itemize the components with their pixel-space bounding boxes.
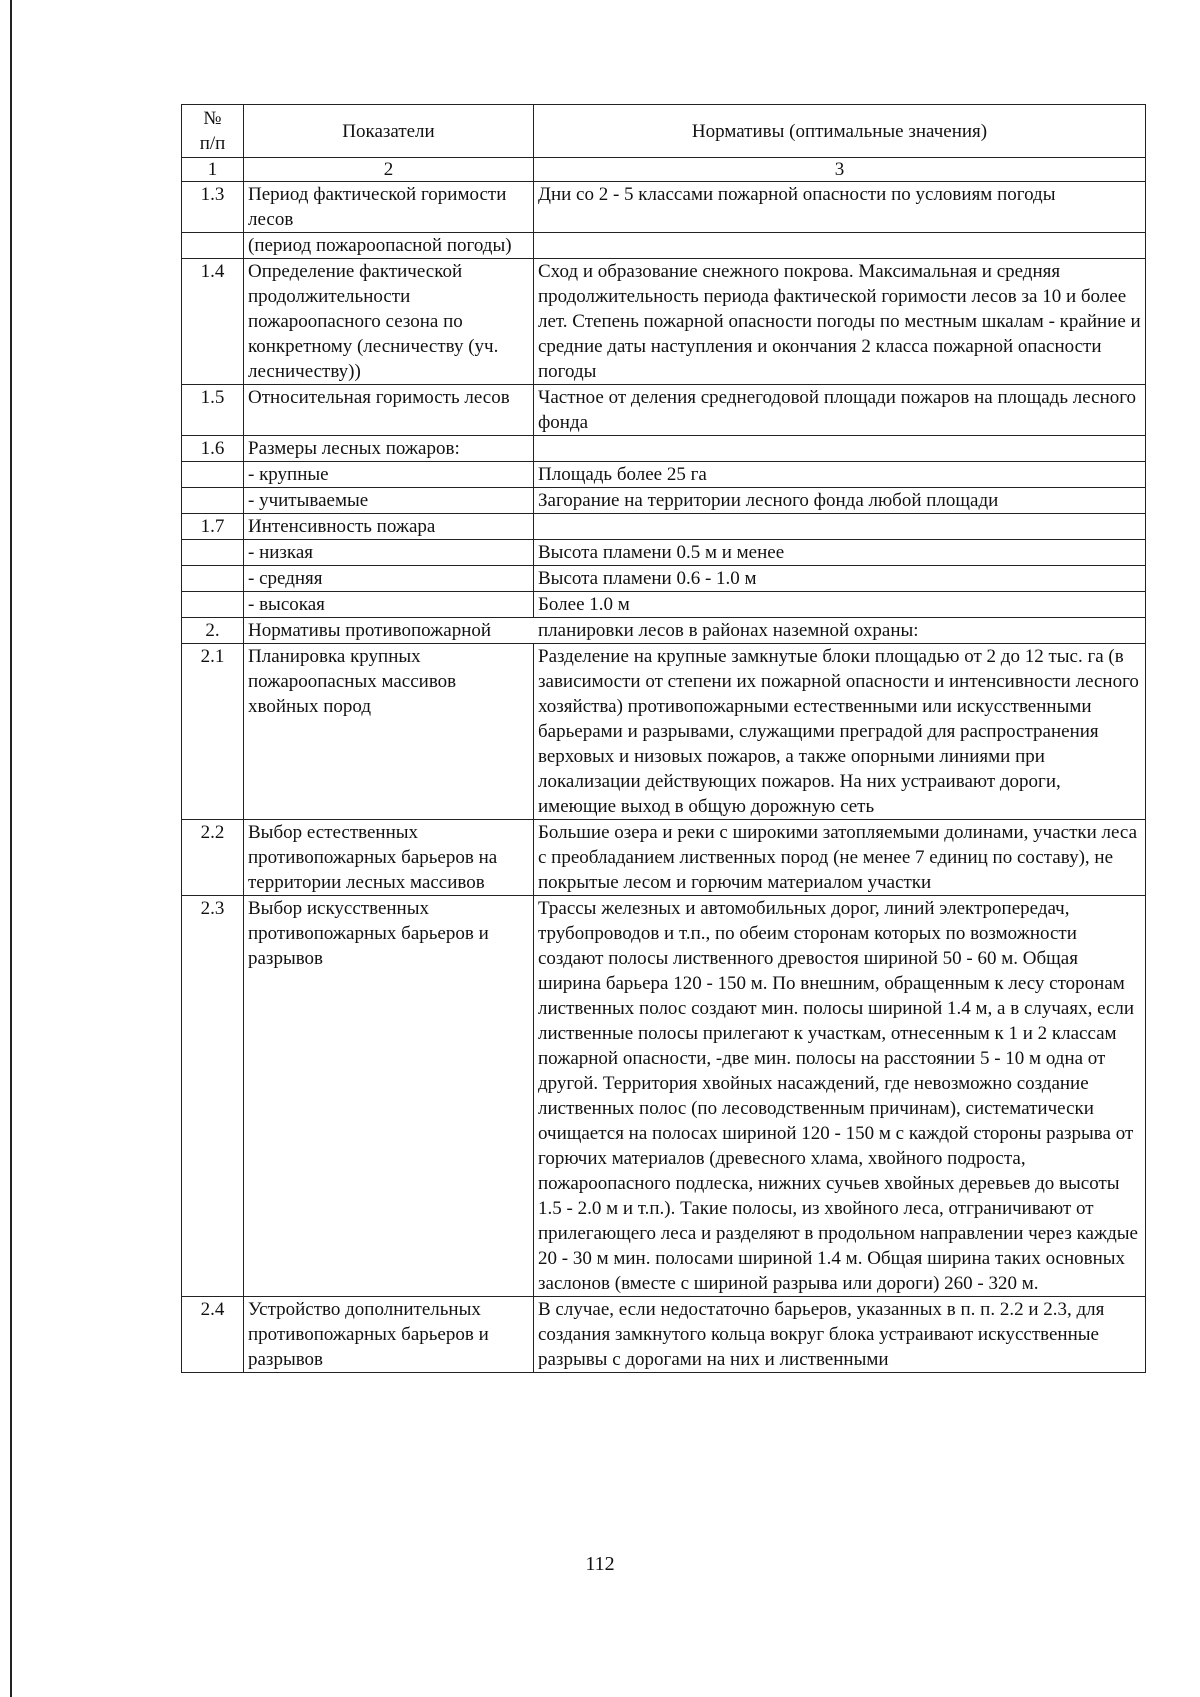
row-num <box>182 233 244 259</box>
row-norm <box>534 514 1146 540</box>
row-indicator: - средняя <box>244 566 534 592</box>
row-num: 1.4 <box>182 259 244 385</box>
row-num: 1.5 <box>182 385 244 436</box>
row-indicator: Размеры лесных пожаров: <box>244 436 534 462</box>
table-row <box>182 644 1146 820</box>
table-row <box>182 540 1146 566</box>
section-title-part1: Нормативы противопожарной <box>244 618 534 644</box>
column-number: 3 <box>534 158 1146 182</box>
row-num: 1.3 <box>182 182 244 233</box>
column-number: 2 <box>244 158 534 182</box>
table-row <box>182 462 1146 488</box>
table-row <box>182 896 1146 1297</box>
row-norm: Частное от деления среднегодовой площади пожаров на площадь лесного фонда <box>534 385 1146 436</box>
table-row <box>182 259 1146 385</box>
norms-table <box>181 104 1146 1373</box>
row-indicator: - низкая <box>244 540 534 566</box>
section-2-row <box>182 618 1146 644</box>
row-norm: Высота пламени 0.6 - 1.0 м <box>534 566 1146 592</box>
page-number: 112 <box>585 1553 615 1575</box>
row-num: 2.3 <box>182 896 244 1297</box>
row-indicator: Интенсивность пожара <box>244 514 534 540</box>
header-norms: Нормативы (оптимальные значения) <box>534 105 1146 158</box>
table-row <box>182 488 1146 514</box>
section-num: 2. <box>182 618 244 644</box>
row-norm: Высота пламени 0.5 м и менее <box>534 540 1146 566</box>
row-indicator: Устройство дополнительных противопожарных барьеров и разрывов <box>244 1297 534 1373</box>
table-row <box>182 233 1146 259</box>
row-indicator: - высокая <box>244 592 534 618</box>
table-header-row <box>182 105 1146 158</box>
row-indicator: Определение фактической продолжительности пожароопасного сезона по конкретному (лесничеству (уч. лесничеству)) <box>244 259 534 385</box>
row-num <box>182 488 244 514</box>
header-num: № п/п <box>182 105 244 158</box>
row-norm: Более 1.0 м <box>534 592 1146 618</box>
row-indicator: (период пожароопасной погоды) <box>244 233 534 259</box>
row-num: 1.6 <box>182 436 244 462</box>
table-row <box>182 592 1146 618</box>
row-num <box>182 592 244 618</box>
row-indicator: - учитываемые <box>244 488 534 514</box>
table-row <box>182 514 1146 540</box>
row-norm: Сход и образование снежного покрова. Максимальная и средняя продолжительность периода фактической горимости лесов за 10 и более лет. Степень пожарной опасности погоды по местным шкалам - крайние и средние даты наступления и окончания 2 класса пожарной опасности погоды <box>534 259 1146 385</box>
table-row <box>182 566 1146 592</box>
row-num: 2.4 <box>182 1297 244 1373</box>
header-indicators: Показатели <box>244 105 534 158</box>
row-norm: Трассы железных и автомобильных дорог, линий электропередач, трубопроводов и т.п., по обеим сторонам которых по возможности создают полосы лиственного древостоя шириной 50 - 60 м. Общая ширина барьера 120 - 150 м. По внешним, обращенным к лесу сторонам лиственных полос создают мин. полосы шириной 1.4 м, а в случаях, если лиственные полосы прилегают к участкам, отнесенным к 1 и 2 классам пожарной опасности, -две мин. полосы на расстоянии 5 - 10 м одна от другой. Территория хвойных насаждений, где невозможно создание лиственных полос (по лесоводственным причинам), систематически очищается на полосах шириной 120 - 150 м с каждой стороны разрыва от горючих материалов (древесного хлама, хвойного подроста, пожароопасного подлеска, нижних сучьев хвойных деревьев до высоты 1.5 - 2.0 м и т.п.). Такие полосы, из хвойного леса, отграничивают от прилегающего леса и разделяют в продольном направлении через каждые 20 - 30 м мин. полосами шириной 1.4 м. Общая ширина таких основных заслонов (вместе с шириной разрыва или дороги) 260 - 320 м. <box>534 896 1146 1297</box>
table-row <box>182 182 1146 233</box>
row-norm <box>534 436 1146 462</box>
row-indicator: Выбор естественных противопожарных барьеров на территории лесных массивов <box>244 820 534 896</box>
row-norm: В случае, если недостаточно барьеров, указанных в п. п. 2.2 и 2.3, для создания замкнутого кольца вокруг блока устраивают искусственные разрывы с дорогами на них и лиственными <box>534 1297 1146 1373</box>
column-number-row <box>182 158 1146 182</box>
section-title-part2: планировки лесов в районах наземной охраны: <box>534 618 1146 644</box>
row-indicator: Выбор искусственных противопожарных барьеров и разрывов <box>244 896 534 1297</box>
row-norm: Площадь более 25 га <box>534 462 1146 488</box>
row-norm <box>534 233 1146 259</box>
row-norm: Большие озера и реки с широкими затопляемыми долинами, участки леса с преобладанием лиственных пород (не менее 7 единиц по составу), не покрытые лесом и горючим материалом участки <box>534 820 1146 896</box>
table-row <box>182 436 1146 462</box>
row-num: 2.2 <box>182 820 244 896</box>
row-indicator: Относительная горимость лесов <box>244 385 534 436</box>
row-num: 1.7 <box>182 514 244 540</box>
row-norm: Дни со 2 - 5 классами пожарной опасности по условиям погоды <box>534 182 1146 233</box>
table-row <box>182 820 1146 896</box>
row-indicator: Планировка крупных пожароопасных массивов хвойных пород <box>244 644 534 820</box>
row-num <box>182 462 244 488</box>
table-row <box>182 385 1146 436</box>
scan-edge-line <box>10 0 12 1697</box>
row-norm: Загорание на территории лесного фонда любой площади <box>534 488 1146 514</box>
row-indicator: Период фактической горимости лесов <box>244 182 534 233</box>
row-num <box>182 540 244 566</box>
row-num <box>182 566 244 592</box>
row-norm: Разделение на крупные замкнутые блоки площадью от 2 до 12 тыс. га (в зависимости от степени их пожарной опасности и интенсивности лесного хозяйства) противопожарными естественными или искусственными барьерами и разрывами, служащими преградой для распространения верховых и низовых пожаров, а также опорными линиями при локализации действующих пожаров. На них устраивают дороги, имеющие выход в общую дорожную сеть <box>534 644 1146 820</box>
row-num: 2.1 <box>182 644 244 820</box>
column-number: 1 <box>182 158 244 182</box>
table-row <box>182 1297 1146 1373</box>
row-indicator: - крупные <box>244 462 534 488</box>
